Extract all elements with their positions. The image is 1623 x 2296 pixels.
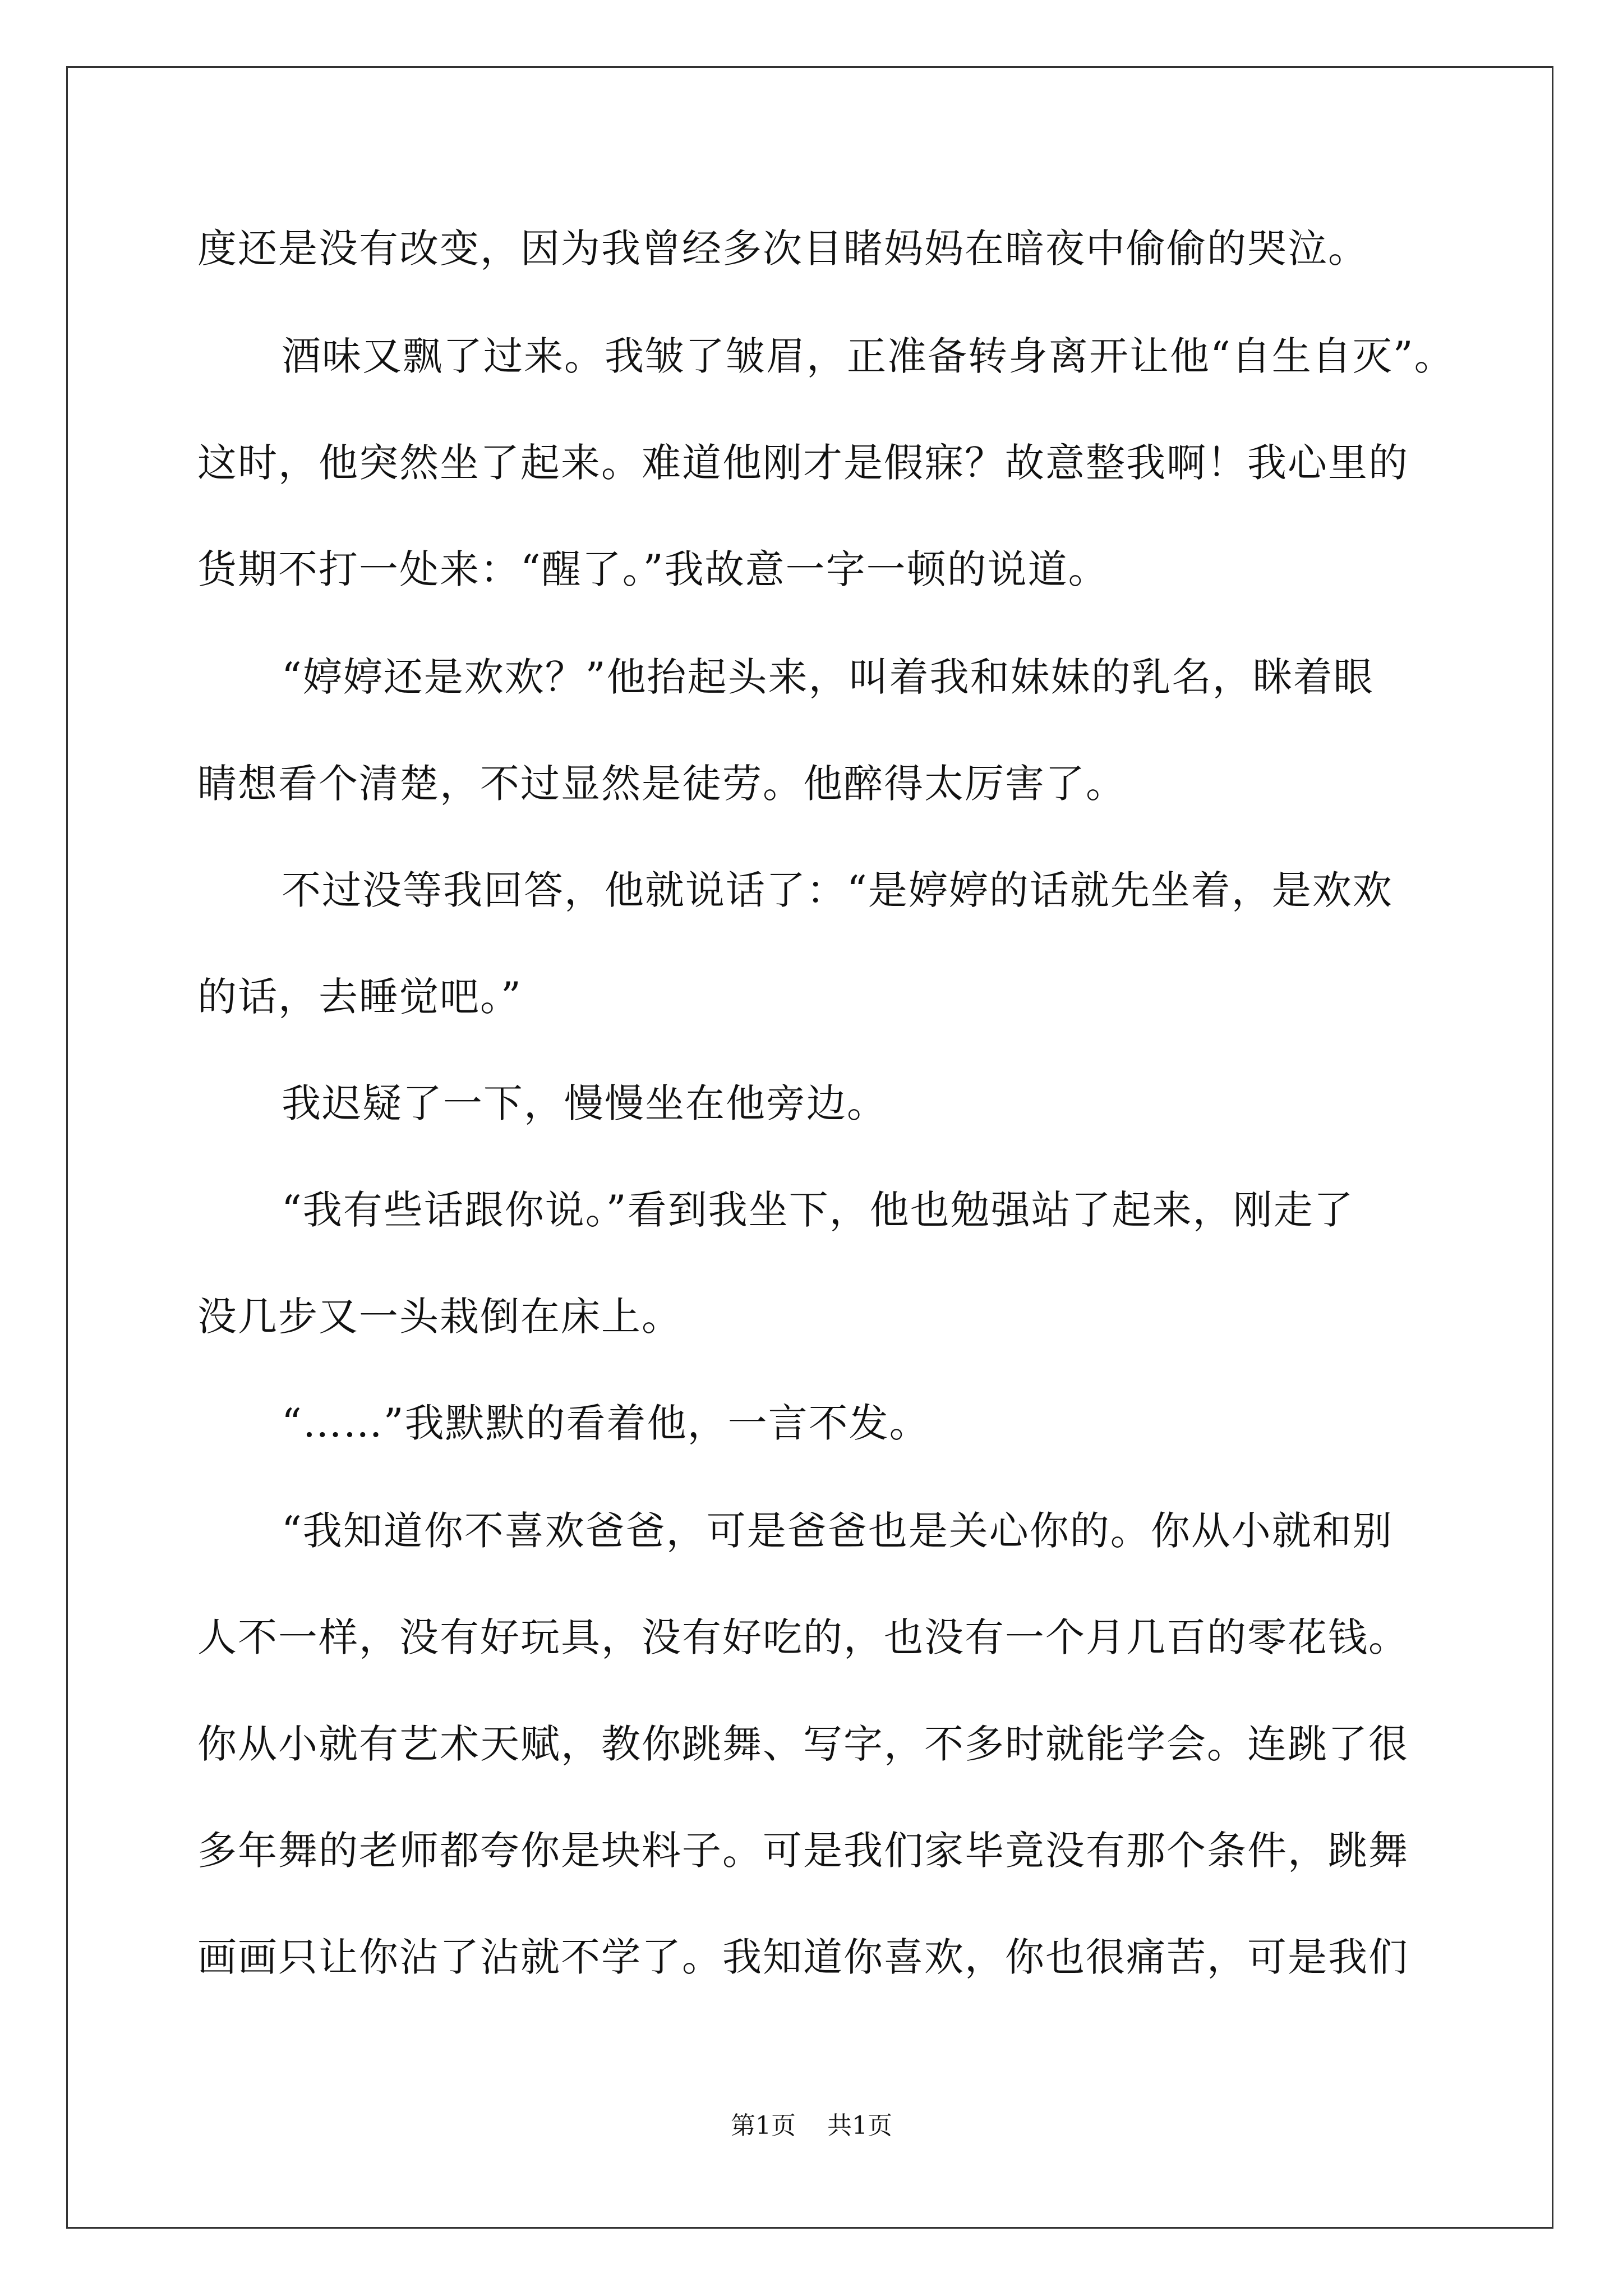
text-line: 度还是没有改变，因为我曾经多次目睹妈妈在暗夜中偷偷的哭泣。 — [197, 226, 1368, 272]
page-border — [66, 66, 1553, 2229]
text-line: 这时，他突然坐了起来。难道他刚才是假寐？故意整我啊！我心里的 — [197, 440, 1409, 486]
text-line: 没几步又一头栽倒在床上。 — [197, 1294, 682, 1340]
text-line: 多年舞的老师都夸你是块料子。可是我们家毕竟没有那个条件，跳舞 — [197, 1828, 1409, 1874]
paragraph-line: 不过没等我回答，他就说话了：“是婷婷的话就先坐着，是欢欢 — [282, 867, 1393, 913]
paragraph-line: “婷婷还是欢欢？”他抬起头来，叫着我和妹妹的乳名，眯着眼 — [282, 654, 1374, 700]
paragraph-line: “……”我默默的看着他，一言不发。 — [282, 1400, 930, 1446]
paragraph-line: “我知道你不喜欢爸爸，可是爸爸也是关心你的。你从小就和别 — [282, 1508, 1393, 1554]
text-line: 睛想看个清楚，不过显然是徒劳。他醉得太厉害了。 — [197, 761, 1126, 807]
text-line: 人不一样，没有好玩具，没有好吃的，也没有一个月几百的零花钱。 — [197, 1614, 1409, 1660]
paragraph-line: 酒味又飘了过来。我皱了皱眉，正准备转身离开让他“自生自灭”。 — [282, 333, 1455, 379]
text-line: 货期不打一处来：“醒了。”我故意一字一顿的说道。 — [197, 546, 1109, 592]
page-footer: 第1页 共1页 — [731, 2111, 892, 2140]
text-line: 画画只让你沾了沾就不学了。我知道你喜欢，你也很痛苦，可是我们 — [197, 1934, 1409, 1980]
text-line: 你从小就有艺术天赋，教你跳舞、写字，不多时就能学会。连跳了很 — [197, 1721, 1409, 1767]
text-line: 的话，去睡觉吧。” — [197, 974, 522, 1020]
paragraph-line: 我迟疑了一下，慢慢坐在他旁边。 — [282, 1080, 887, 1126]
paragraph-line: “我有些话跟你说。”看到我坐下，他也勉强站了起来，刚走了 — [282, 1187, 1354, 1233]
